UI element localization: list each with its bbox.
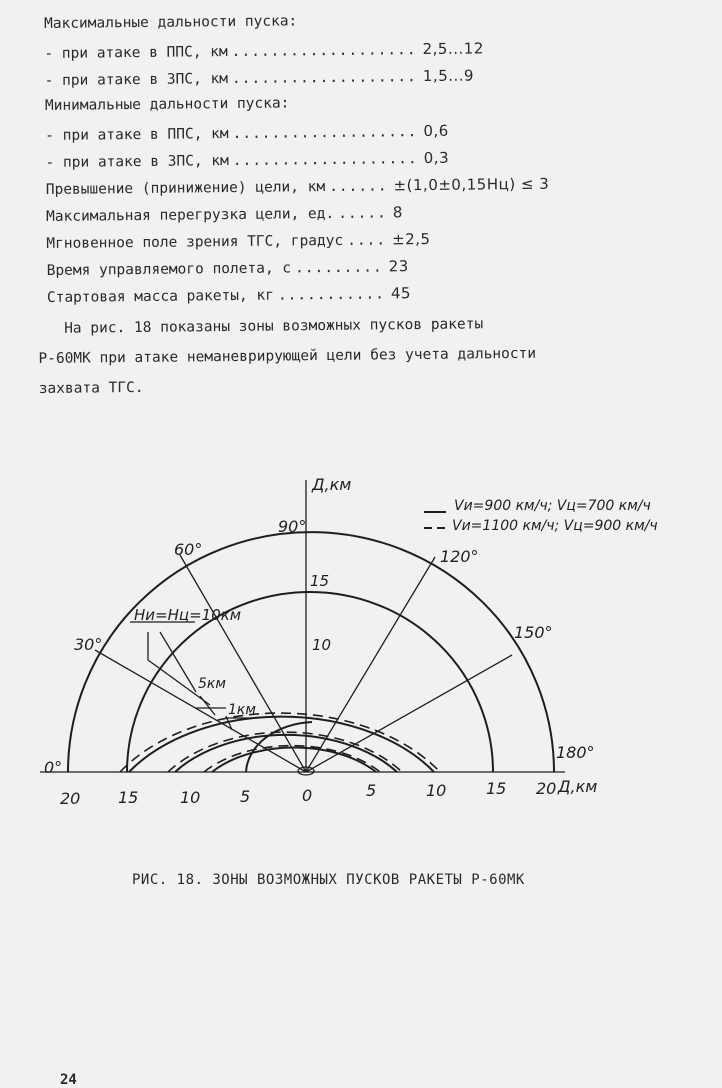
spec-label: Минимальные дальности пуска: <box>44 95 290 114</box>
horizontal-tick: 15 <box>118 788 139 807</box>
spec-value: 1,5...9 <box>422 66 475 86</box>
spec-label: - при атаке в ППС, км <box>45 126 229 144</box>
angle-label-150: 150° <box>514 623 553 642</box>
spec-dots: ...... <box>329 178 388 196</box>
spec-value: 8 <box>392 203 403 222</box>
horizontal-tick: 0 <box>302 786 313 805</box>
page-number: 24 <box>60 1072 77 1088</box>
body-paragraph <box>38 307 699 404</box>
spec-dots: ........... <box>277 286 386 304</box>
spec-dots: ................... <box>231 69 417 88</box>
launch-zone-figure <box>0 460 722 840</box>
legend-dashed-text: Vи=1100 км/ч; Vц=900 км/ч <box>452 518 658 534</box>
spec-label: Стартовая масса ракеты, кг <box>46 287 275 306</box>
horizontal-tick: 20 <box>536 779 557 798</box>
vertical-tick: 10 <box>312 636 332 654</box>
horizontal-tick: 5 <box>240 787 251 806</box>
horizontal-tick: 10 <box>426 781 447 800</box>
horizontal-tick: 10 <box>180 788 201 807</box>
paragraph-line: Р-60МК при атаке неманеврирующей цели без учета дальности <box>38 345 537 367</box>
spec-dots: ..... <box>338 205 387 222</box>
spec-label: Максимальные дальности пуска: <box>44 13 298 32</box>
angle-label-0: 0° <box>44 758 63 777</box>
spec-value: ±2,5 <box>391 229 431 249</box>
radial-150deg <box>306 655 512 772</box>
legend-solid-text: Vи=900 км/ч; Vц=700 км/ч <box>454 498 651 514</box>
vertical-tick: 15 <box>310 572 330 590</box>
angle-label-180: 180° <box>556 743 595 762</box>
launch-zone-diagram <box>0 460 722 840</box>
figure-caption: РИС. 18. ЗОНЫ ВОЗМОЖНЫХ ПУСКОВ РАКЕТЫ Р-60МК <box>132 872 525 888</box>
angle-label-60: 60° <box>174 540 203 559</box>
spec-value: ±(1,0±0,15Hц) ≤ 3 <box>393 174 550 195</box>
spec-label: - при атаке в ЗПС, км <box>45 153 229 171</box>
spec-value: 23 <box>388 257 409 276</box>
spec-list <box>44 9 722 315</box>
angle-label-30: 30° <box>74 635 103 654</box>
spec-label: Мгновенное поле зрения ТГС, градус <box>46 232 344 252</box>
altitude-label-1km: 1км <box>228 702 256 718</box>
horizontal-tick: 15 <box>486 779 507 798</box>
spec-dots: ................... <box>231 42 417 61</box>
spec-dots: .... <box>347 232 387 249</box>
horizontal-tick: 5 <box>366 781 377 800</box>
paragraph-line: захвата ТГС. <box>38 379 144 397</box>
spec-label: - при атаке в ЗПС, км <box>44 71 229 89</box>
spec-dots: ................... <box>232 124 418 143</box>
spec-value: 0,3 <box>423 148 450 168</box>
spec-label: Время управляемого полета, с <box>46 260 292 279</box>
spec-dots: ................... <box>232 151 418 170</box>
paragraph-line: На рис. 18 показаны зоны возможных пусков ракеты <box>64 316 484 337</box>
angle-label-90: 90° <box>278 517 307 536</box>
spec-label: Максимальная перегрузка цели, ед. <box>46 205 335 225</box>
spec-dots: ......... <box>295 259 383 277</box>
spec-value: 45 <box>390 284 412 303</box>
spec-value: 2,5...12 <box>422 39 484 59</box>
zone-curve-5km-solid <box>175 735 397 772</box>
horizontal-tick: 20 <box>60 789 81 808</box>
altitude-label-10km: Hи=Hц=10км <box>134 606 242 624</box>
altitude-label-5km: 5км <box>198 676 226 692</box>
angle-label-120: 120° <box>440 547 479 566</box>
spec-value: 0,6 <box>423 121 449 141</box>
spec-label: - при атаке в ППС, км <box>44 44 228 62</box>
vertical-axis-label: Д,км <box>312 475 352 494</box>
spec-label: Превышение (принижение) цели, км <box>45 179 326 198</box>
horizontal-axis-label: Д,км <box>558 777 598 796</box>
